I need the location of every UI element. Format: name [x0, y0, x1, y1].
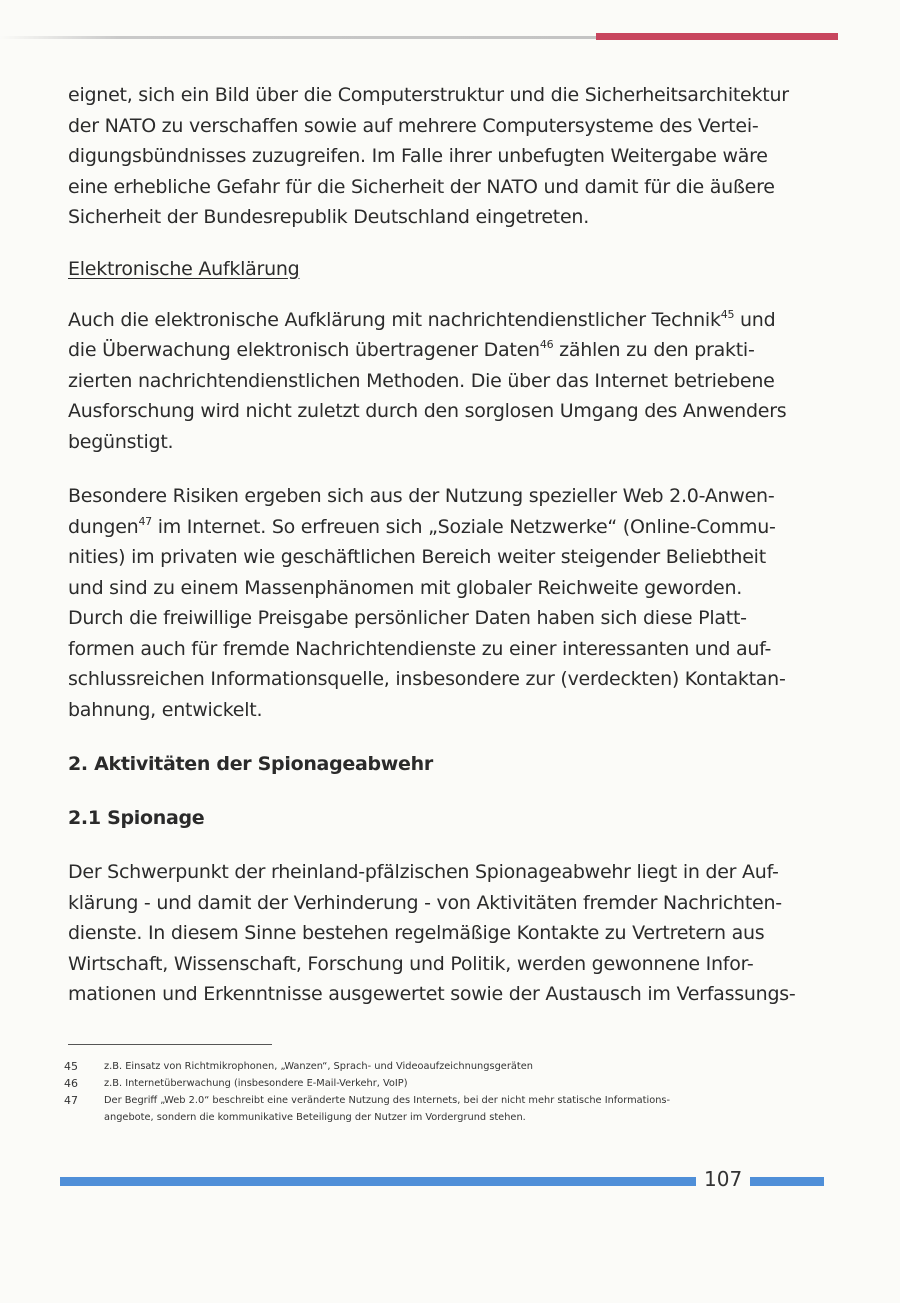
text-line: und sind zu einem Massenphänomen mit globaler Reichweite geworden.: [68, 576, 743, 599]
text-line: zierten nachrichtendienstlichen Methoden. Die über das Internet betriebene: [68, 369, 775, 392]
footnote-ref-46[interactable]: 46: [539, 338, 554, 351]
text-line: Sicherheit der Bundesrepublik Deutschland eingetreten.: [68, 206, 589, 228]
text-line: Der Schwerpunkt der rheinland-pfälzischen Spionageabwehr liegt in der Auf-: [68, 861, 779, 883]
footnote-separator: [68, 1044, 272, 1045]
subheading-elektronische-aufklaerung: Elektronische Aufklärung: [68, 257, 300, 280]
text-line: der NATO zu verschaffen sowie auf mehrere Computersysteme des Vertei-: [68, 114, 759, 137]
text-line: schlussreichen Informationsquelle, insbesondere zur (verdeckten) Kontaktan-: [68, 668, 786, 690]
footnote-text: z.B. Einsatz von Richtmikrophonen, „Wanzen“, Sprach- und Videoaufzeichnungsgeräten: [104, 1061, 533, 1072]
subsection-heading: 2.1 Spionage: [68, 807, 205, 829]
footnote-45: [64, 1058, 834, 1075]
text-line: begünstigt.: [68, 430, 174, 453]
text-line: nities) im privaten wie geschäftlichen Bereich weiter steigender Beliebtheit: [68, 546, 766, 568]
footnote-number: 45: [64, 1060, 78, 1073]
footnote-47: [64, 1092, 834, 1126]
text-line: mationen und Erkenntnisse ausgewertet sowie der Austausch im Verfassungs-: [68, 983, 796, 1005]
footnote-text-line: Der Begriff „Web 2.0“ beschreibt eine veränderte Nutzung des Internets, bei der nicht mehr statische Informations-: [104, 1095, 671, 1106]
text-line: eine erhebliche Gefahr für die Sicherheit der NATO und damit für die äußere: [68, 175, 775, 198]
text-line: formen auch für fremde Nachrichtendienste zu einer interessanten und auf-: [68, 637, 772, 660]
text-line: zählen zu den prakti-: [553, 339, 755, 361]
footnote-text: [104, 1092, 834, 1126]
text-line: die Überwachung elektronisch übertragener Daten: [68, 339, 540, 361]
top-rule: [0, 36, 600, 39]
footnote-number: 47: [64, 1094, 78, 1107]
text-line: dienste. In diesem Sinne bestehen regelmäßige Kontakte zu Vertretern aus: [68, 922, 765, 944]
footnote-number: 46: [64, 1077, 78, 1090]
page-body: [68, 80, 832, 1010]
paragraph-elektronische-aufklaerung: [68, 305, 832, 458]
text-line: bahnung, entwickelt.: [68, 698, 263, 721]
text-line: Auch die elektronische Aufklärung mit nachrichtendienstlicher Technik: [68, 308, 721, 331]
footnote-46: [64, 1075, 834, 1092]
footnote-text: z.B. Internetüberwachung (insbesondere E-Mail-Verkehr, VoIP): [104, 1078, 408, 1089]
paragraph-nato: [68, 80, 832, 233]
section-heading: 2. Aktivitäten der Spionageabwehr: [68, 753, 433, 775]
footnote-text-line: angebote, sondern die kommunikative Beteiligung der Nutzer im Vordergrund stehen.: [104, 1112, 526, 1123]
text-line: Ausforschung wird nicht zuletzt durch den sorglosen Umgang des Anwenders: [68, 400, 787, 422]
text-line: eignet, sich ein Bild über die Computerstruktur und die Sicherheitsarchitektur: [68, 84, 789, 106]
footnote-ref-47[interactable]: 47: [138, 514, 152, 528]
text-line: klärung - und damit der Verhinderung - von Aktivitäten fremder Nachrichten-: [68, 891, 782, 914]
text-line: im Internet. So erfreuen sich „Soziale Netzwerke“ (Online-Commu-: [151, 515, 776, 538]
paragraph-web20: [68, 481, 832, 725]
text-line: Besondere Risiken ergeben sich aus der Nutzung spezieller Web 2.0-Anwen-: [68, 485, 775, 507]
page-number: 107: [704, 1167, 743, 1191]
footnotes: [64, 1058, 834, 1126]
text-line: Wirtschaft, Wissenschaft, Forschung und Politik, werden gewonnene Infor-: [68, 952, 754, 975]
text-line: Durch die freiwillige Preisgabe persönlicher Daten haben sich diese Platt-: [68, 607, 747, 629]
footer-bar-right: [750, 1177, 824, 1186]
text-line: digungsbündnisses zuzugreifen. Im Falle ihrer unbefugten Weitergabe wäre: [68, 145, 768, 167]
top-accent-bar: [596, 33, 838, 40]
text-line: und: [734, 308, 776, 331]
footnote-ref-45[interactable]: 45: [720, 307, 735, 321]
paragraph-spionage: [68, 857, 832, 1010]
text-line: dungen: [68, 515, 139, 538]
footer-bar-left: [60, 1177, 696, 1186]
